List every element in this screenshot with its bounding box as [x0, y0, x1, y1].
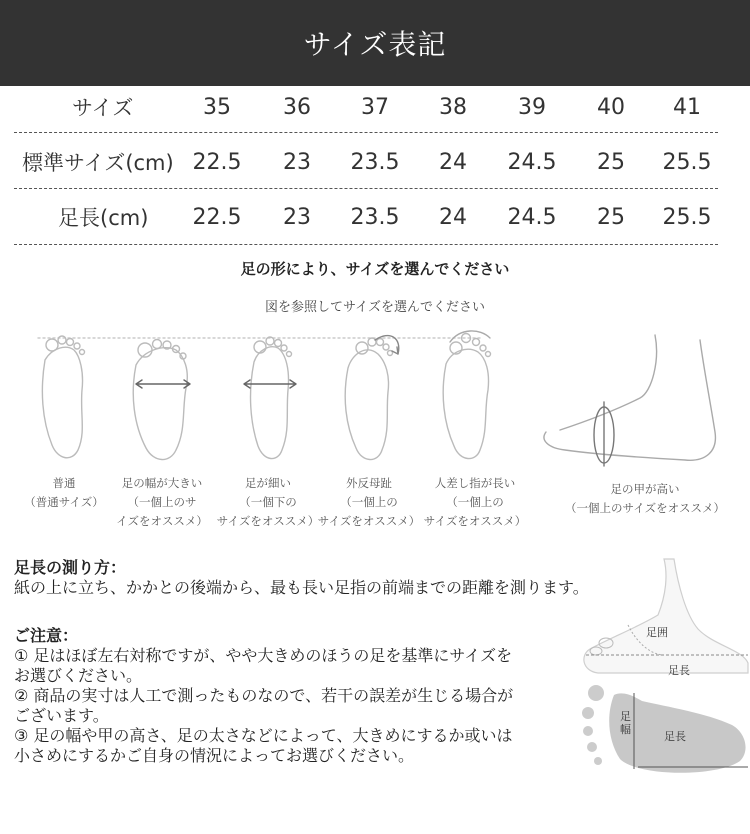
side-foot-icon [584, 559, 748, 673]
size-cell: 25 [597, 149, 625, 175]
foot-caption-high-instep [560, 480, 730, 518]
caption-line: 足の幅が大きい [121, 476, 203, 490]
caption-line: （一個上の [340, 495, 398, 509]
caution-line: ございます。 [14, 706, 109, 725]
size-cell: 22.5 [192, 149, 242, 175]
measurement-notes [14, 558, 589, 766]
caption-line: 普通 [52, 476, 76, 490]
caption-line: （一個上のサイズをオススメ） [565, 501, 725, 515]
foot-guide-subtitle: 図を参照してサイズを選んでください [265, 300, 485, 315]
size-cell: 25 [597, 204, 625, 230]
size-cell: 36 [283, 94, 311, 120]
caption-line: 足が細い [245, 476, 291, 490]
row-divider [14, 244, 718, 245]
measure-heading: 足長の測り方： [14, 558, 127, 577]
caption-line: サイズをオススメ） [423, 514, 527, 528]
wide-foot-icon [133, 340, 190, 460]
caption-line: 足の甲が高い [610, 482, 680, 496]
size-cell: 22.5 [192, 204, 242, 230]
size-cell: 24 [439, 149, 467, 175]
foot-length-sole-label: 足長 [664, 730, 686, 743]
size-cell: 24.5 [507, 204, 557, 230]
size-cell: 23 [283, 204, 311, 230]
normal-foot-icon [42, 336, 84, 458]
foot-caption-narrow [214, 474, 322, 531]
size-cell: 23.5 [350, 149, 400, 175]
long-index-toe-foot-icon [443, 331, 490, 459]
row-label: サイズ [72, 96, 134, 120]
foot-girth-label: 足囲 [646, 626, 668, 639]
caption-line: サイズをオススメ） [317, 514, 421, 528]
caution-heading: ご注意： [14, 626, 79, 645]
page-title: サイズ表記 [303, 28, 447, 61]
size-cell: 23 [283, 149, 311, 175]
caption-line: （普通サイズ） [24, 495, 104, 509]
caution-line: お選びください。 [14, 666, 143, 685]
size-row [14, 194, 718, 240]
row-divider [14, 188, 718, 189]
caution-line: ① 足はほぼ左右対称ですが、やや大きめのほうの足を基準にサイズを [14, 646, 513, 665]
bunion-foot-icon [345, 336, 399, 460]
caption-line: （一個上のサ [127, 495, 197, 509]
size-cell: 41 [673, 94, 701, 120]
foot-caption-bunion [314, 474, 424, 531]
caution-line: 小さめにするかご自身の情況によってお選びください。 [14, 746, 415, 765]
size-cell: 35 [203, 94, 231, 120]
size-cell: 38 [439, 94, 467, 120]
foot-measurement-diagram [578, 555, 750, 785]
page-header [0, 0, 750, 86]
size-cell: 23.5 [350, 204, 400, 230]
size-row [14, 84, 718, 130]
foot-length-side-label: 足長 [668, 664, 690, 677]
size-cell: 24 [439, 204, 467, 230]
caption-line: （一個下の [239, 495, 297, 509]
narrow-foot-icon [244, 337, 296, 459]
row-label: 足長(cm) [58, 206, 149, 230]
caption-line: サイズをオススメ） [216, 514, 320, 528]
caution-line: ② 商品の実寸は人工で測ったものなので、若干の誤差が生じる場合が [14, 686, 514, 705]
foot-shapes-illustration [0, 320, 750, 480]
high-instep-foot-icon [544, 335, 715, 466]
size-cell: 24.5 [507, 149, 557, 175]
size-row [14, 139, 718, 185]
caption-line: イズをオススメ） [116, 514, 208, 528]
row-label: 標準サイズ(cm) [22, 151, 174, 175]
foot-caption-wide [112, 474, 212, 531]
caution-line: ③ 足の幅や甲の高さ、足の太さなどによって、大きめにするか或いは [14, 726, 513, 745]
foot-caption-normal [18, 474, 110, 512]
foot-caption-long-index-toe [418, 474, 532, 531]
size-cell: 25.5 [662, 149, 712, 175]
caption-line: 人差し指が長い [434, 476, 516, 490]
size-cell: 25.5 [662, 204, 712, 230]
foot-width-label: 足幅 [620, 710, 631, 736]
size-cell: 37 [361, 94, 389, 120]
caption-line: （一個上の [446, 495, 504, 509]
size-cell: 39 [518, 94, 546, 120]
measure-text: 紙の上に立ち、かかとの後端から、最も長い足指の前端までの距離を測ります。 [14, 578, 589, 597]
caption-line: 外反母趾 [346, 476, 392, 490]
row-divider [14, 132, 718, 133]
size-cell: 40 [597, 94, 625, 120]
foot-guide-title: 足の形により、サイズを選んでください [240, 260, 510, 278]
